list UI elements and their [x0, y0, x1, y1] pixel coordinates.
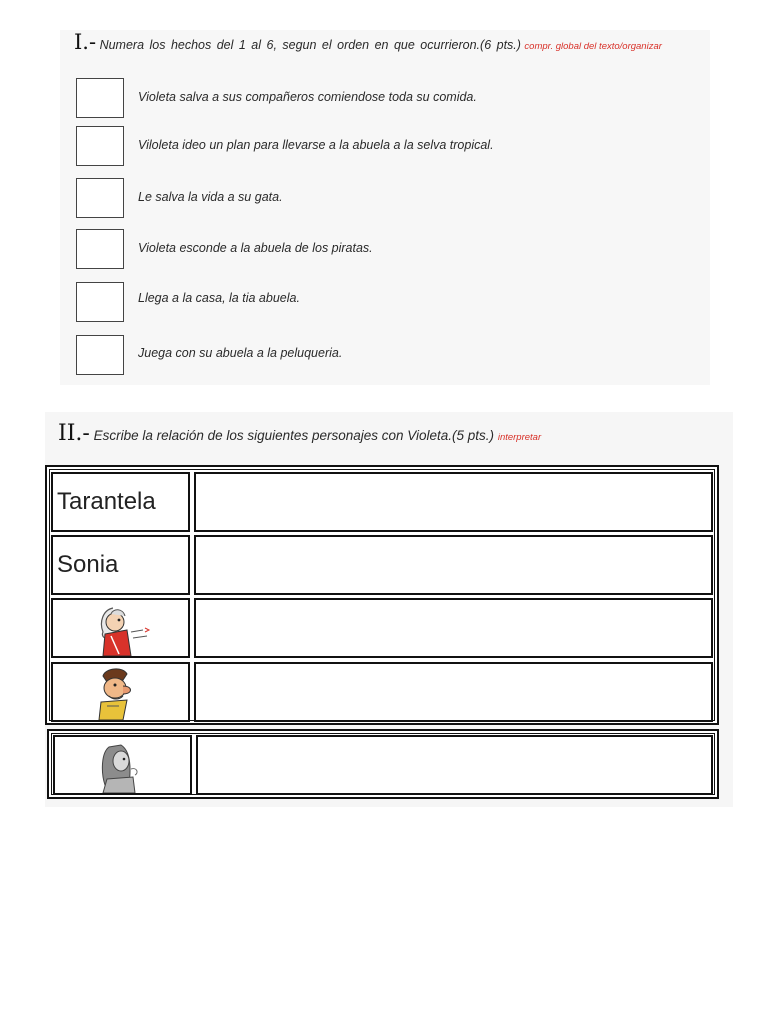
event-number-box-1[interactable]: [76, 78, 124, 118]
section-1-heading: [74, 30, 682, 55]
grandmother-portrait-icon: [93, 602, 163, 656]
section-2-number: II.-: [58, 421, 90, 446]
character-label-cell: [51, 472, 190, 532]
character-label-cell: [51, 662, 190, 722]
section-2-prompt: Escribe la relación de los siguientes personajes con Violeta.(5 pts.): [93, 428, 495, 443]
characters-table-extra: [47, 729, 719, 799]
event-item-2: [76, 126, 676, 166]
section-2-note: interpretar: [497, 432, 542, 443]
event-item-6: [76, 335, 676, 375]
characters-table: [45, 465, 719, 725]
answer-cell-grandmother[interactable]: [194, 598, 713, 658]
answer-cell-tarantela[interactable]: [194, 472, 713, 532]
event-number-box-6[interactable]: [76, 335, 124, 375]
event-item-3: [76, 178, 676, 218]
character-label-cell: [51, 535, 190, 595]
character-label-cell: [53, 735, 192, 795]
character-name-sonia: Sonia: [57, 551, 119, 578]
section-1-number: I.-: [74, 30, 97, 54]
event-text-2: Viloleta ideo un plan para llevarse a la abuela a la selva tropical.: [138, 138, 494, 152]
event-text-6: Juega con su abuela a la peluqueria.: [138, 346, 343, 360]
event-item-5: [76, 282, 676, 322]
event-number-box-4[interactable]: [76, 229, 124, 269]
character-row-sonia: [51, 535, 713, 593]
answer-cell-sonia[interactable]: [194, 535, 713, 595]
section-1-prompt: Numera los hechos del 1 al 6, segun el orden en que ocurrieron.(6 pts.): [99, 38, 521, 52]
answer-cell-gray-haired-woman[interactable]: [196, 735, 713, 795]
event-item-1: [76, 78, 676, 118]
event-item-4: [76, 229, 676, 269]
event-text-1: Violeta salva a sus compañeros comiendose toda su comida.: [138, 90, 477, 104]
character-row-gray-haired-woman: [53, 735, 713, 793]
gray-haired-woman-portrait-icon: [95, 739, 155, 793]
character-row-pirate: [51, 662, 713, 720]
section-1-note: compr. global del texto/organizar: [524, 41, 662, 52]
event-number-box-3[interactable]: [76, 178, 124, 218]
answer-cell-pirate[interactable]: [194, 662, 713, 722]
event-text-4: Violeta esconde a la abuela de los piratas.: [138, 241, 373, 255]
character-row-grandmother: [51, 598, 713, 656]
character-name-tarantela: Tarantela: [57, 488, 156, 515]
event-text-5: Llega a la casa, la tia abuela.: [138, 291, 300, 305]
event-number-box-2[interactable]: [76, 126, 124, 166]
section-2-heading: [58, 421, 541, 446]
event-number-box-5[interactable]: [76, 282, 124, 322]
event-text-3: Le salva la vida a su gata.: [138, 190, 283, 204]
character-label-cell: [51, 598, 190, 658]
pirate-portrait-icon: [93, 666, 153, 720]
character-row-tarantela: [51, 472, 713, 530]
